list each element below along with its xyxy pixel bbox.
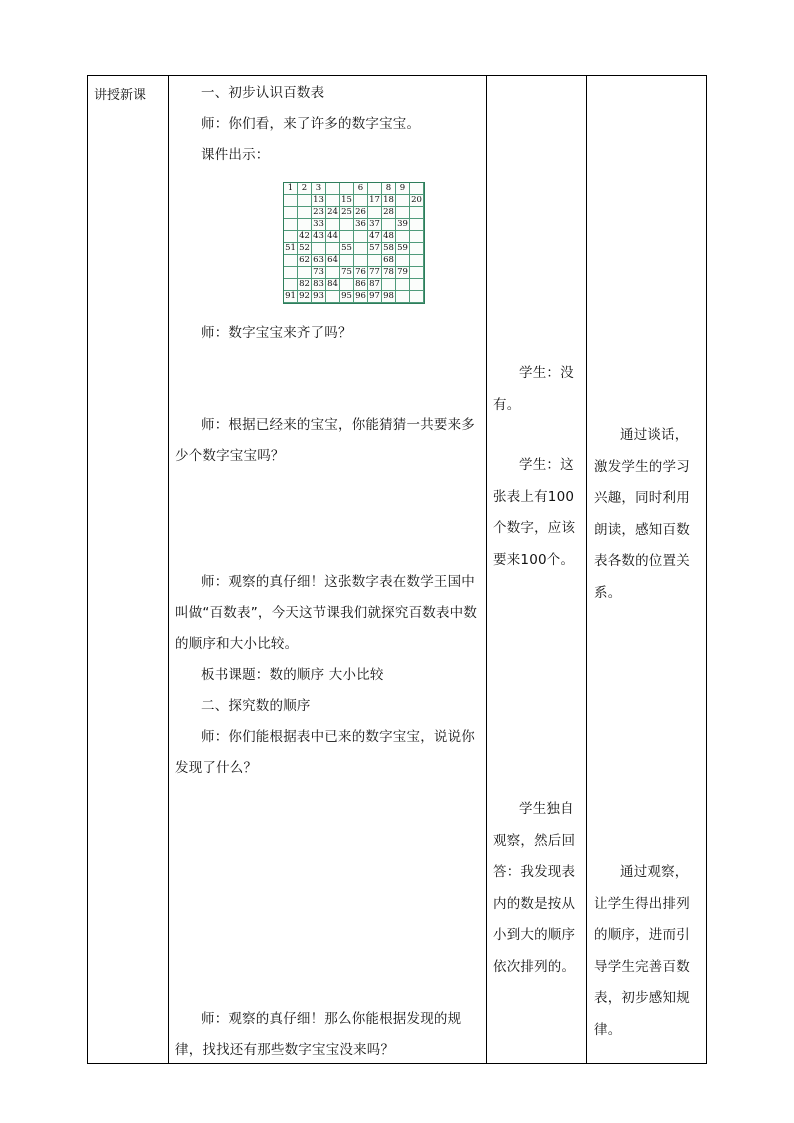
hundred-chart-cell: 24 (326, 207, 340, 219)
hundred-chart-cell (284, 219, 298, 231)
hundred-chart-cell (298, 267, 312, 279)
hundred-chart-cell (410, 291, 424, 303)
hundred-chart-cell: 87 (368, 279, 382, 291)
hundred-chart-cell (410, 243, 424, 255)
hundred-chart-cell: 95 (340, 291, 354, 303)
teacher-line: 师：你们看，来了许多的数字宝宝。 (201, 116, 421, 132)
hundred-chart-cell (340, 279, 354, 291)
hundred-chart-cell (326, 291, 340, 303)
hundred-chart-cell (298, 219, 312, 231)
hundred-chart-cell: 42 (298, 231, 312, 243)
hundred-chart-cell: 96 (354, 291, 368, 303)
hundred-chart-cell: 82 (298, 279, 312, 291)
hundred-chart-cell (382, 279, 396, 291)
hundred-chart-cell (368, 255, 382, 267)
hundred-chart-cell (312, 243, 326, 255)
hundred-chart-cell: 1 (284, 183, 298, 195)
hundred-chart-cell: 44 (326, 231, 340, 243)
hundred-chart-cell: 52 (298, 243, 312, 255)
hundred-chart-cell (396, 231, 410, 243)
section-heading-2: 二、探究数的顺序 (201, 698, 311, 714)
hundred-chart-cell: 28 (382, 207, 396, 219)
hundred-chart-cell: 78 (382, 267, 396, 279)
teacher-line: 师：数字宝宝来齐了吗？ (201, 325, 352, 341)
hundred-chart-cell: 57 (368, 243, 382, 255)
hundred-chart-cell (396, 195, 410, 207)
hundred-chart-cell: 47 (368, 231, 382, 243)
column-divider (586, 76, 587, 1063)
hundred-chart-image (283, 182, 425, 304)
hundred-chart-cell: 3 (312, 183, 326, 195)
hundred-chart-cell (284, 267, 298, 279)
teacher-line: 师：观察的真仔细！那么你能根据发现的规律，找找还有那些数字宝宝没来吗？ (175, 1011, 462, 1058)
hundred-chart-cell (410, 231, 424, 243)
hundred-chart-cell (340, 255, 354, 267)
design-intent: 通过观察，让学生得出排列的顺序，进而引导学生完善百数表，初步感知规律。 (594, 864, 690, 1038)
lesson-table (87, 75, 707, 1064)
hundred-chart-cell (410, 267, 424, 279)
hundred-chart-cell (326, 219, 340, 231)
hundred-chart-cell: 91 (284, 291, 298, 303)
hundred-chart-cell: 25 (340, 207, 354, 219)
hundred-chart-cell (326, 243, 340, 255)
hundred-chart-cell (410, 255, 424, 267)
hundred-chart-cell: 83 (312, 279, 326, 291)
hundred-chart-cell: 79 (396, 267, 410, 279)
hundred-chart-cell: 86 (354, 279, 368, 291)
hundred-chart-cell (396, 291, 410, 303)
hundred-chart-cell (354, 195, 368, 207)
hundred-chart-cell: 84 (326, 279, 340, 291)
hundred-chart-cell: 13 (312, 195, 326, 207)
column-divider (168, 76, 169, 1063)
hundred-chart-cell (326, 267, 340, 279)
hundred-chart-cell (326, 195, 340, 207)
hundred-chart-cell (410, 183, 424, 195)
hundred-chart-cell (396, 255, 410, 267)
hundred-chart-cell: 76 (354, 267, 368, 279)
hundred-chart-cell: 48 (382, 231, 396, 243)
hundred-chart-cell: 97 (368, 291, 382, 303)
hundred-chart-cell (382, 219, 396, 231)
teacher-line: 师：你们能根据表中已来的数字宝宝，说说你发现了什么？ (175, 729, 475, 776)
hundred-chart-cell: 36 (354, 219, 368, 231)
hundred-chart-cell: 64 (326, 255, 340, 267)
teacher-line: 师：观察的真仔细！这张数字表在数学王国中叫做“百数表”，今天这节课我们就探究百数表中数的顺序和大小比较。 (175, 574, 478, 652)
section-heading-1: 一、初步认识百数表 (201, 85, 325, 101)
hundred-chart-cell: 37 (368, 219, 382, 231)
hundred-chart-cell (340, 183, 354, 195)
hundred-chart-cell: 98 (382, 291, 396, 303)
hundred-chart-cell (410, 207, 424, 219)
hundred-chart-cell: 92 (298, 291, 312, 303)
hundred-chart-cell: 26 (354, 207, 368, 219)
hundred-chart-cell (298, 207, 312, 219)
row-label: 讲授新课 (94, 88, 147, 103)
hundred-chart-cell (368, 207, 382, 219)
hundred-chart-cell: 93 (312, 291, 326, 303)
student-response: 学生独自观察，然后回答：我发现表内的数是按从小到大的顺序依次排列的。 (493, 801, 576, 975)
hundred-chart-cell (354, 243, 368, 255)
hundred-chart-cell (396, 279, 410, 291)
hundred-chart-cell: 20 (410, 195, 424, 207)
hundred-chart-cell: 39 (396, 219, 410, 231)
column-divider (486, 76, 487, 1063)
hundred-chart-cell: 75 (340, 267, 354, 279)
hundred-chart-cell: 33 (312, 219, 326, 231)
hundred-chart-cell (340, 219, 354, 231)
hundred-chart-cell (368, 183, 382, 195)
hundred-chart-cell (284, 195, 298, 207)
hundred-chart-cell: 63 (312, 255, 326, 267)
hundred-chart-cell (284, 231, 298, 243)
hundred-chart-cell: 68 (382, 255, 396, 267)
hundred-chart-cell (284, 207, 298, 219)
teacher-line: 师：根据已经来的宝宝，你能猜猜一共要来多少个数字宝宝吗？ (175, 417, 475, 464)
hundred-chart-grid (284, 183, 424, 303)
hundred-chart-cell: 62 (298, 255, 312, 267)
hundred-chart-cell: 59 (396, 243, 410, 255)
hundred-chart-cell: 6 (354, 183, 368, 195)
hundred-chart-cell: 9 (396, 183, 410, 195)
hundred-chart-cell (410, 279, 424, 291)
hundred-chart-cell: 17 (368, 195, 382, 207)
hundred-chart-cell: 2 (298, 183, 312, 195)
hundred-chart-cell: 51 (284, 243, 298, 255)
hundred-chart-cell (340, 231, 354, 243)
hundred-chart-cell (298, 195, 312, 207)
design-intent: 通过谈话，激发学生的学习兴趣，同时利用朗读，感知百数表各数的位置关系。 (594, 427, 690, 601)
hundred-chart-cell: 23 (312, 207, 326, 219)
hundred-chart-cell: 18 (382, 195, 396, 207)
hundred-chart-cell (284, 255, 298, 267)
hundred-chart-cell (284, 279, 298, 291)
hundred-chart-cell: 15 (340, 195, 354, 207)
student-response: 学生：这张表上有100个数字，应该要来100个。 (493, 457, 576, 568)
courseware-note: 课件出示： (201, 147, 270, 163)
student-response: 学生：没有。 (493, 365, 574, 413)
hundred-chart-cell: 77 (368, 267, 382, 279)
blackboard-title: 板书课题：数的顺序 大小比较 (201, 667, 384, 683)
hundred-chart-cell: 55 (340, 243, 354, 255)
hundred-chart-cell (326, 183, 340, 195)
hundred-chart-cell: 8 (382, 183, 396, 195)
hundred-chart-cell: 73 (312, 267, 326, 279)
hundred-chart-cell (354, 231, 368, 243)
hundred-chart-cell (396, 207, 410, 219)
hundred-chart-cell: 58 (382, 243, 396, 255)
hundred-chart-cell (410, 219, 424, 231)
hundred-chart-cell: 43 (312, 231, 326, 243)
hundred-chart-cell (354, 255, 368, 267)
